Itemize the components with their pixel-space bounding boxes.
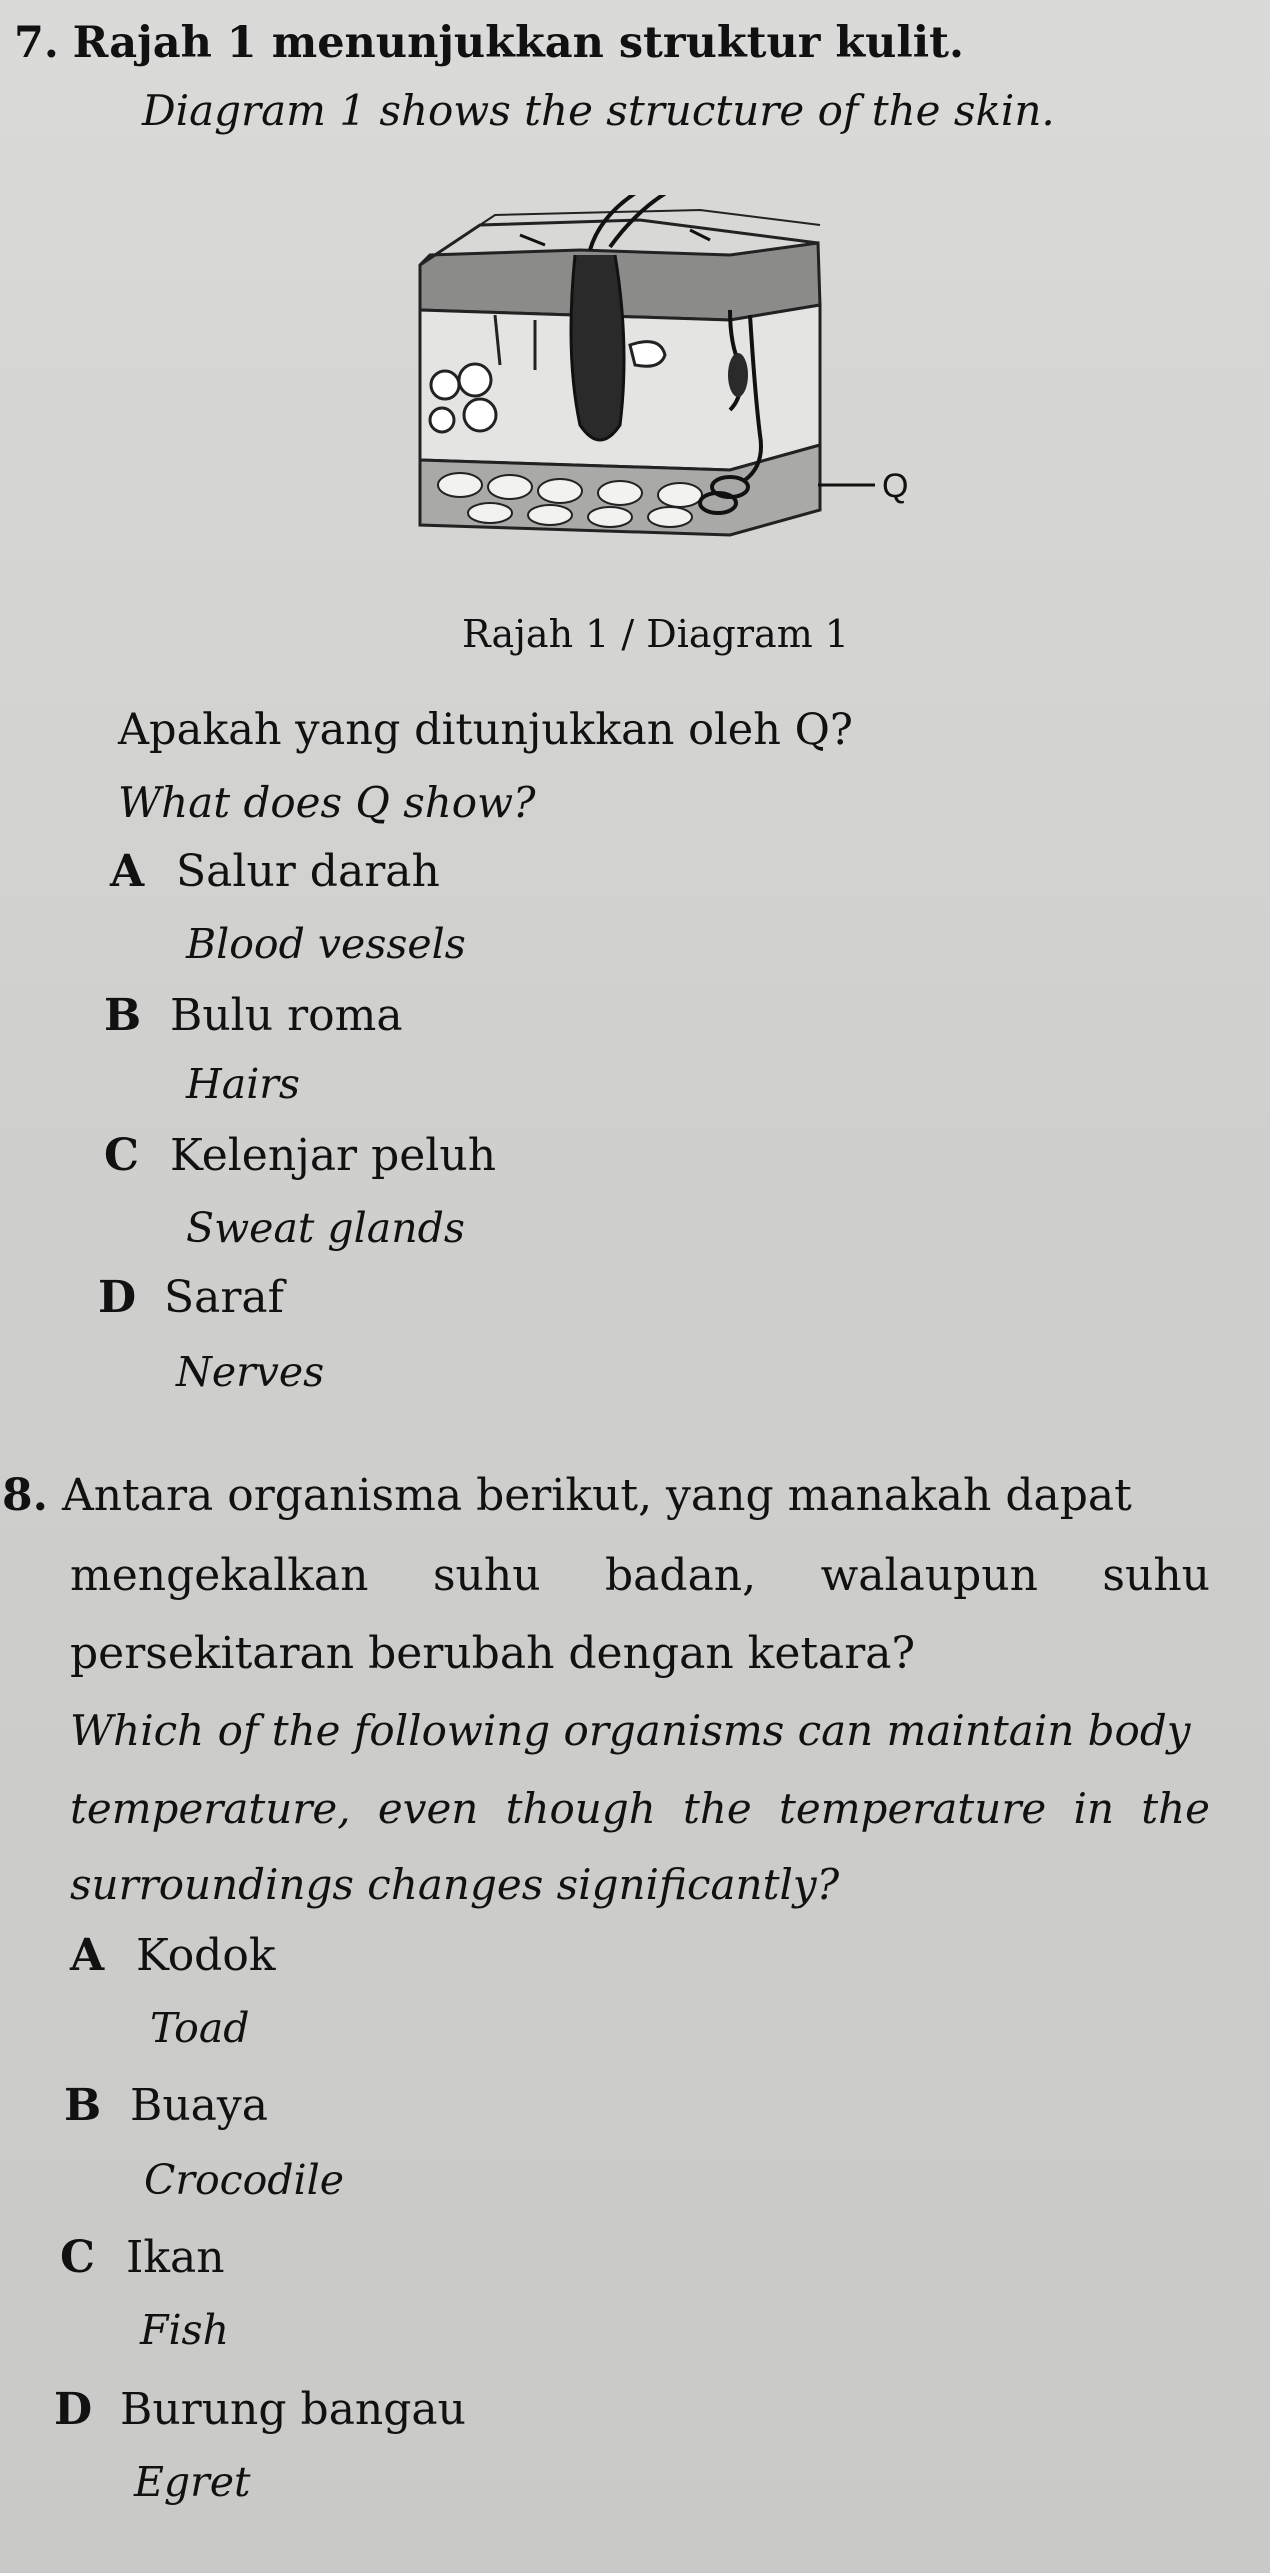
q8-option-c[interactable] — [60, 2232, 225, 2283]
q7-option-a-letter: A — [110, 846, 145, 897]
q7-option-d-en: Nerves — [176, 1348, 325, 1396]
question-7-stem-ms — [14, 18, 964, 68]
q7-option-a-en: Blood vessels — [186, 920, 466, 968]
q8-option-a-letter: A — [70, 1930, 105, 1981]
q7-option-a[interactable] — [110, 846, 440, 897]
question-8-stem-ms-line-2: mengekalkan suhu badan, walaupun suhu — [70, 1550, 1210, 1601]
q7-option-b-en: Hairs — [186, 1060, 300, 1108]
q7-option-c-en: Sweat glands — [186, 1204, 465, 1252]
q7-option-b-ms: Bulu roma — [170, 990, 403, 1041]
q8-option-c-en: Fish — [140, 2306, 230, 2354]
q8-option-c-ms: Ikan — [126, 2232, 225, 2283]
q-label: Q — [882, 467, 909, 505]
question-7-number: 7. — [14, 18, 59, 68]
diagram-caption: Rajah 1 / Diagram 1 — [462, 612, 849, 656]
q7-option-c[interactable] — [104, 1130, 496, 1181]
question-8-stem-ms-line-3: persekitaran berubah dengan ketara? — [70, 1628, 916, 1679]
q8-option-b-letter: B — [64, 2080, 102, 2131]
question-8-stem-en-line-1: Which of the following organisms can maintain body — [70, 1706, 1191, 1755]
q8-option-b-en: Crocodile — [144, 2156, 345, 2204]
question-7-ask-en: What does Q show? — [118, 778, 536, 827]
q8-option-a[interactable] — [70, 1930, 276, 1981]
question-7-stem-ms-text: Rajah 1 menunjukkan struktur kulit. — [72, 18, 964, 68]
question-8-number: 8. — [2, 1470, 48, 1521]
q7-option-c-letter: C — [104, 1130, 140, 1181]
q8-option-a-en: Toad — [150, 2004, 250, 2052]
skin-structure-diagram — [400, 195, 920, 555]
q8-option-d-letter: D — [54, 2384, 93, 2435]
q8-option-d-ms: Burung bangau — [120, 2384, 467, 2435]
q8-option-c-letter: C — [60, 2232, 96, 2283]
q8-option-b-ms: Buaya — [130, 2080, 268, 2131]
q7-option-d-ms: Saraf — [164, 1272, 284, 1323]
question-7-ask-ms: Apakah yang ditunjukkan oleh Q? — [118, 705, 853, 755]
q8-option-a-ms: Kodok — [136, 1930, 276, 1981]
q7-option-c-ms: Kelenjar peluh — [170, 1130, 497, 1181]
question-8-stem-ms-line-1 — [2, 1470, 1212, 1521]
q7-option-d[interactable] — [98, 1272, 284, 1323]
question-8-stem-ms-1-text: Antara organisma berikut, yang manakah dapat — [61, 1470, 1132, 1521]
q7-option-d-letter: D — [98, 1272, 137, 1323]
question-8-stem-en-line-2: temperature, even though the temperature in the — [70, 1784, 1210, 1833]
q8-option-d-en: Egret — [134, 2458, 251, 2506]
q7-option-a-ms: Salur darah — [176, 846, 440, 897]
q8-option-b[interactable] — [64, 2080, 268, 2131]
question-7-stem-en: Diagram 1 shows the structure of the skin. — [142, 86, 1055, 135]
question-8-stem-en-line-3: surroundings changes significantly? — [70, 1860, 840, 1909]
q8-option-d[interactable] — [54, 2384, 466, 2435]
q7-option-b-letter: B — [104, 990, 142, 1041]
q7-option-b[interactable] — [104, 990, 403, 1041]
